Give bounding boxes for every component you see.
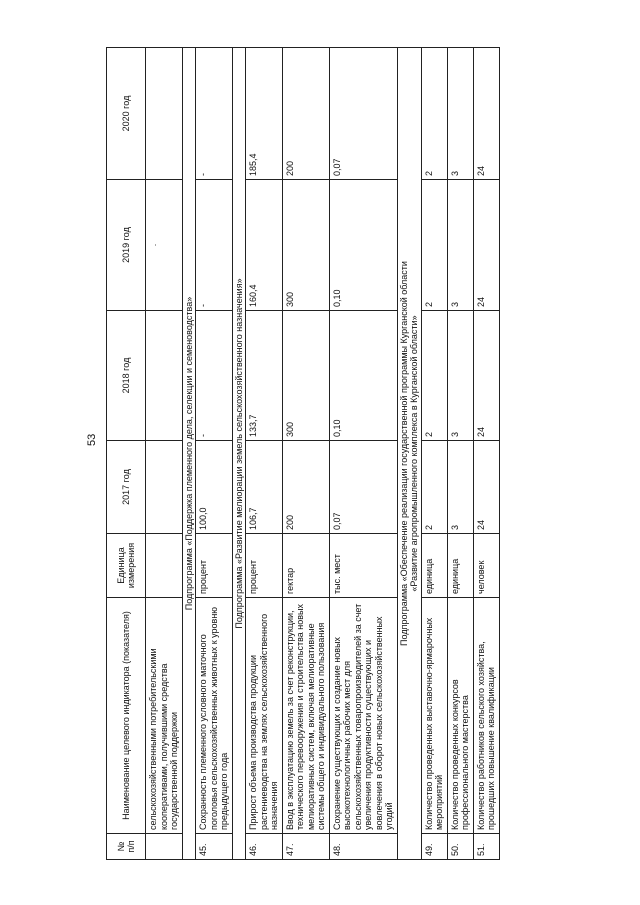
subprogram-title-line1: Подпрограмма «Обеспечение реализации государственной программы Курганской области [398,261,409,646]
row-name: Сохранность племенного условного маточного поголовья сельскохозяйственных животных к уровню предыдущего года [196,598,233,834]
header-name: Наименование целевого индикатора (показателя) [107,598,146,834]
row-2020: 2 [421,48,447,180]
subprogram-row [397,48,421,860]
row-2018: 0,10 [329,311,397,441]
row-name: Сохранение существующих и создание новых высокотехнологичных рабочих мест для сельскохозяйственных товаропроизводителей за счет увеличения продуктивности существующих и вовлечения в оборот новых сельскохозяйственных угодий [329,598,397,834]
subprogram-row [232,48,246,860]
table-row [196,48,233,860]
page-number: 53 [86,433,98,446]
header-2020: 2020 год [107,48,146,180]
row-2017: 3 [447,441,473,534]
row-2018: 3 [447,311,473,441]
header-num: № п/п [107,834,146,860]
row-2020: 3 [447,48,473,180]
row-2019: 160,4 [246,180,283,311]
row-unit: процент [246,534,283,598]
row-2017: 100,0 [196,441,233,534]
row-unit: единица [421,534,447,598]
row-2017: 24 [473,441,499,534]
row-2019: 2 [421,180,447,311]
row-unit: человек [473,534,499,598]
row-2020: - [196,48,233,180]
row-num: 48. [329,834,397,860]
table-row [246,48,283,860]
subprogram-title-line2: «Развитие агропромышленного комплекса в Курганской области» [409,315,419,592]
row-name: Прирост объема производства продукции растениеводства на землях сельскохозяйственного назначения [246,598,283,834]
table-row [282,48,329,860]
subprogram-title: Подпрограмма «Развитие мелиорации земель сельскохозяйственного назначения» [232,48,246,860]
row-2019: 24 [473,180,499,311]
row-2018: 133,7 [246,311,283,441]
row-2019: - [196,180,233,311]
subprogram-title: Подпрограмма «Поддержка племенного дела, селекции и семеноводства» [182,48,196,860]
row-num: 47. [282,834,329,860]
continuation-name: сельскохозяйственными потребительскими кооперативами, получившими средства государственной поддержки [146,598,183,834]
table-row [447,48,473,860]
table-row [329,48,397,860]
row-num: 46. [246,834,283,860]
header-unit: Единица измерения [107,534,146,598]
row-2018: 24 [473,311,499,441]
row-2019: 3 [447,180,473,311]
table-row [473,48,499,860]
row-2020: 185,4 [246,48,283,180]
row-2020: 0,07 [329,48,397,180]
row-name: Количество работников сельского хозяйства, прошедших повышение квалификации [473,598,499,834]
row-2019: 0,10 [329,180,397,311]
row-num: 50. [447,834,473,860]
row-name: Количество проведенных конкурсов профессионального мастерства [447,598,473,834]
row-2019: 300 [282,180,329,311]
row-num: 49. [421,834,447,860]
row-2020: 24 [473,48,499,180]
row-num: 51. [473,834,499,860]
header-2017: 2017 год [107,441,146,534]
row-2018: 300 [282,311,329,441]
row-name: Количество проведенных выставочно-ярмарочных мероприятий [421,598,447,834]
row-2017: 106,7 [246,441,283,534]
row-2017: 0,07 [329,441,397,534]
row-2017: 200 [282,441,329,534]
row-unit: гектар [282,534,329,598]
row-unit: единица [447,534,473,598]
header-2019: 2019 год [107,180,146,311]
table-header-row [107,48,146,860]
table-row [421,48,447,860]
row-2017: 2 [421,441,447,534]
subprogram-title [397,48,421,860]
table-row [146,48,183,860]
row-2018: - [196,311,233,441]
indicator-table-sheet [106,48,606,860]
row-unit: тыс. мест [329,534,397,598]
row-num: 45. [196,834,233,860]
row-name: Ввод в эксплуатацию земель за счет реконструкции, технического перевооружения и строительства новых мелиоративных систем, включая мелиоративные системы общего и индивидуального пользования [282,598,329,834]
continuation-2019: . [146,180,183,311]
row-unit: процент [196,534,233,598]
header-2018: 2018 год [107,311,146,441]
row-2020: 200 [282,48,329,180]
row-2018: 2 [421,311,447,441]
subprogram-row [182,48,196,860]
indicator-table [106,47,500,860]
